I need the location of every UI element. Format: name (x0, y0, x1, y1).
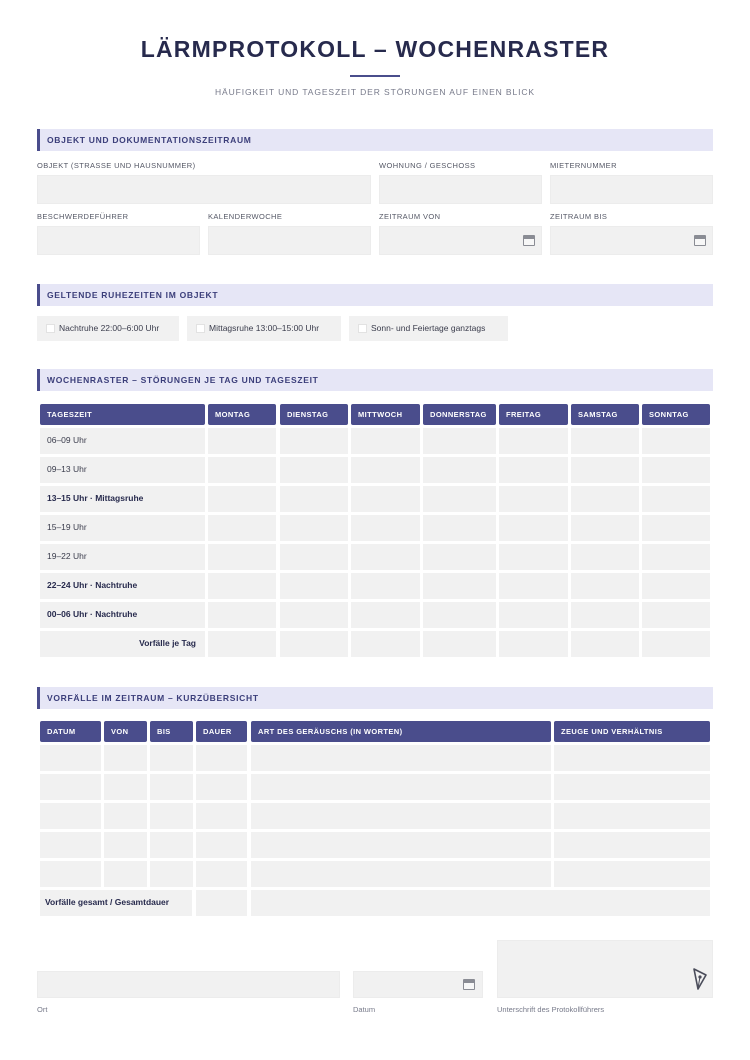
grid-cell[interactable] (208, 457, 276, 483)
grid-cell[interactable] (280, 457, 348, 483)
header-day: DONNERSTAG (423, 404, 496, 425)
incident-header: ZEUGE UND VERHÄLTNIS (554, 721, 710, 742)
grid-cell[interactable] (208, 573, 276, 599)
grid-cell[interactable] (208, 544, 276, 570)
unterschrift-label: Unterschrift des Protokollführers (497, 1005, 605, 1014)
grid-cell[interactable] (280, 486, 348, 512)
total-notes-cell[interactable] (251, 890, 710, 916)
grid-cell[interactable] (423, 457, 496, 483)
row-label: 15–19 Uhr (40, 515, 205, 541)
beschwerdefuehrer-label: BESCHWERDEFÜHRER (37, 212, 129, 221)
incident-cell[interactable] (251, 774, 551, 800)
row-label: 00–06 Uhr · Nachtruhe (40, 602, 205, 628)
incident-cell[interactable] (104, 745, 147, 771)
grid-cell[interactable] (499, 544, 568, 570)
grid-cell[interactable] (351, 428, 420, 454)
total-dauer-cell[interactable] (196, 890, 247, 916)
row-label: 09–13 Uhr (40, 457, 205, 483)
incident-cell[interactable] (104, 803, 147, 829)
incident-cell[interactable] (104, 774, 147, 800)
incident-cell[interactable] (554, 745, 710, 771)
incident-cell[interactable] (196, 745, 247, 771)
kalenderwoche-label: KALENDERWOCHE (208, 212, 283, 221)
mieternummer-field[interactable] (550, 175, 713, 204)
zeitraum-von-label: ZEITRAUM VON (379, 212, 441, 221)
row-label: 13–15 Uhr · Mittagsruhe (40, 486, 205, 512)
incident-header: DAUER (196, 721, 247, 742)
incident-cell[interactable] (40, 803, 101, 829)
grid-cell[interactable] (642, 428, 710, 454)
row-label: 06–09 Uhr (40, 428, 205, 454)
incident-cell[interactable] (104, 861, 147, 887)
option-mittagsruhe[interactable] (187, 316, 341, 341)
total-cell[interactable] (423, 631, 496, 657)
grid-cell[interactable] (571, 544, 639, 570)
grid-cell[interactable] (571, 486, 639, 512)
incident-cell[interactable] (104, 832, 147, 858)
incident-cell[interactable] (196, 861, 247, 887)
total-cell[interactable] (642, 631, 710, 657)
grid-cell[interactable] (280, 602, 348, 628)
pen-nib-icon (692, 967, 708, 991)
option-label: Nachtruhe 22:00–6:00 Uhr (59, 323, 160, 333)
incident-cell[interactable] (554, 861, 710, 887)
section-vorfaelle-heading: VORFÄLLE IM ZEITRAUM – KURZÜBERSICHT (37, 687, 713, 709)
grid-cell[interactable] (423, 486, 496, 512)
incident-cell[interactable] (150, 745, 193, 771)
row-label: 22–24 Uhr · Nachtruhe (40, 573, 205, 599)
option-label: Sonn- und Feiertage ganztags (371, 323, 486, 333)
incident-cell[interactable] (196, 803, 247, 829)
grid-cell[interactable] (351, 457, 420, 483)
page-subtitle: HÄUFIGKEIT UND TAGESZEIT DER STÖRUNGEN AUF EINEN BLICK (214, 87, 535, 97)
grid-cell[interactable] (642, 515, 710, 541)
checkbox[interactable] (358, 324, 367, 333)
incident-cell[interactable] (150, 832, 193, 858)
calendar-icon[interactable] (694, 235, 706, 246)
grid-cell[interactable] (571, 457, 639, 483)
incident-cell[interactable] (40, 861, 101, 887)
page-title: LÄRMPROTOKOLL – WOCHENRASTER (140, 36, 610, 62)
incident-cell[interactable] (196, 774, 247, 800)
header-day: SONNTAG (642, 404, 710, 425)
incident-cell[interactable] (40, 832, 101, 858)
datum-label: Datum (353, 1005, 376, 1014)
grid-cell[interactable] (280, 428, 348, 454)
grid-cell[interactable] (423, 428, 496, 454)
mieternummer-label: MIETERNUMMER (550, 161, 617, 170)
row-label: 19–22 Uhr (40, 544, 205, 570)
grid-cell[interactable] (423, 544, 496, 570)
grid-cell[interactable] (351, 573, 420, 599)
grid-cell[interactable] (571, 602, 639, 628)
grid-cell[interactable] (280, 544, 348, 570)
checkbox[interactable] (196, 324, 205, 333)
grid-cell[interactable] (423, 602, 496, 628)
zeitraum-bis-label: ZEITRAUM BIS (550, 212, 608, 221)
grid-cell[interactable] (208, 602, 276, 628)
grid-cell[interactable] (208, 486, 276, 512)
grid-cell[interactable] (499, 573, 568, 599)
grid-cell[interactable] (280, 573, 348, 599)
grid-cell[interactable] (571, 573, 639, 599)
grid-cell[interactable] (499, 602, 568, 628)
section-ruhezeiten-heading: GELTENDE RUHEZEITEN IM OBJEKT (37, 284, 713, 306)
incident-header: DATUM (40, 721, 101, 742)
header-day: DIENSTAG (280, 404, 348, 425)
incident-cell[interactable] (251, 832, 551, 858)
ort-label: Ort (37, 1005, 48, 1014)
section-objekt-heading: OBJEKT UND DOKUMENTATIONSZEITRAUM (37, 129, 713, 151)
total-cell[interactable] (351, 631, 420, 657)
checkbox[interactable] (46, 324, 55, 333)
ort-field[interactable] (37, 971, 340, 998)
kalenderwoche-field[interactable] (208, 226, 371, 255)
total-row-label: Vorfälle je Tag (40, 631, 205, 657)
header-day: SAMSTAG (571, 404, 639, 425)
unterschrift-field[interactable] (497, 940, 713, 998)
grid-cell[interactable] (351, 544, 420, 570)
beschwerdefuehrer-field[interactable] (37, 226, 200, 255)
header-day: MITTWOCH (351, 404, 420, 425)
grid-cell[interactable] (642, 544, 710, 570)
grid-cell[interactable] (499, 486, 568, 512)
incident-header: ART DES GERÄUSCHS (IN WORTEN) (251, 721, 551, 742)
incident-cell[interactable] (40, 774, 101, 800)
calendar-icon[interactable] (523, 235, 535, 246)
grid-cell[interactable] (642, 573, 710, 599)
total-cell[interactable] (571, 631, 639, 657)
section-wochenraster-heading: WOCHENRASTER – STÖRUNGEN JE TAG UND TAGESZEIT (37, 369, 713, 391)
option-nachtruhe[interactable] (37, 316, 179, 341)
grid-cell[interactable] (208, 515, 276, 541)
incident-header: VON (104, 721, 147, 742)
wohnung-field[interactable] (379, 175, 542, 204)
grid-cell[interactable] (642, 486, 710, 512)
grid-cell[interactable] (499, 457, 568, 483)
total-cell[interactable] (499, 631, 568, 657)
grid-cell[interactable] (499, 428, 568, 454)
header-day: FREITAG (499, 404, 568, 425)
zeitraum-von-field[interactable] (379, 226, 542, 255)
title-underline (350, 75, 400, 77)
option-sonn-feiertage[interactable] (349, 316, 508, 341)
grid-cell[interactable] (423, 573, 496, 599)
header-tageszeit: TAGESZEIT (40, 404, 205, 425)
incident-total-label: Vorfälle gesamt / Gesamtdauer (40, 890, 192, 916)
incident-cell[interactable] (554, 803, 710, 829)
grid-cell[interactable] (571, 428, 639, 454)
incident-cell[interactable] (196, 832, 247, 858)
incident-cell[interactable] (251, 803, 551, 829)
datum-field[interactable] (353, 971, 483, 998)
zeitraum-bis-field[interactable] (550, 226, 713, 255)
objekt-field[interactable] (37, 175, 371, 204)
header-day: MONTAG (208, 404, 276, 425)
grid-cell[interactable] (351, 486, 420, 512)
grid-cell[interactable] (571, 515, 639, 541)
option-label: Mittagsruhe 13:00–15:00 Uhr (209, 323, 320, 333)
objekt-label: OBJEKT (STRASSE UND HAUSNUMMER) (37, 161, 196, 170)
incident-cell[interactable] (150, 774, 193, 800)
incident-cell[interactable] (251, 745, 551, 771)
grid-cell[interactable] (423, 515, 496, 541)
grid-cell[interactable] (642, 457, 710, 483)
grid-cell[interactable] (351, 515, 420, 541)
incident-header: BIS (150, 721, 193, 742)
incident-cell[interactable] (150, 861, 193, 887)
total-cell[interactable] (208, 631, 276, 657)
incident-cell[interactable] (40, 745, 101, 771)
incident-cell[interactable] (150, 803, 193, 829)
incident-cell[interactable] (554, 774, 710, 800)
grid-cell[interactable] (642, 602, 710, 628)
incident-cell[interactable] (554, 832, 710, 858)
grid-cell[interactable] (351, 602, 420, 628)
grid-cell[interactable] (280, 515, 348, 541)
grid-cell[interactable] (208, 428, 276, 454)
grid-cell[interactable] (499, 515, 568, 541)
incident-cell[interactable] (251, 861, 551, 887)
calendar-icon[interactable] (463, 979, 475, 990)
wohnung-label: WOHNUNG / GESCHOSS (379, 161, 476, 170)
total-cell[interactable] (280, 631, 348, 657)
